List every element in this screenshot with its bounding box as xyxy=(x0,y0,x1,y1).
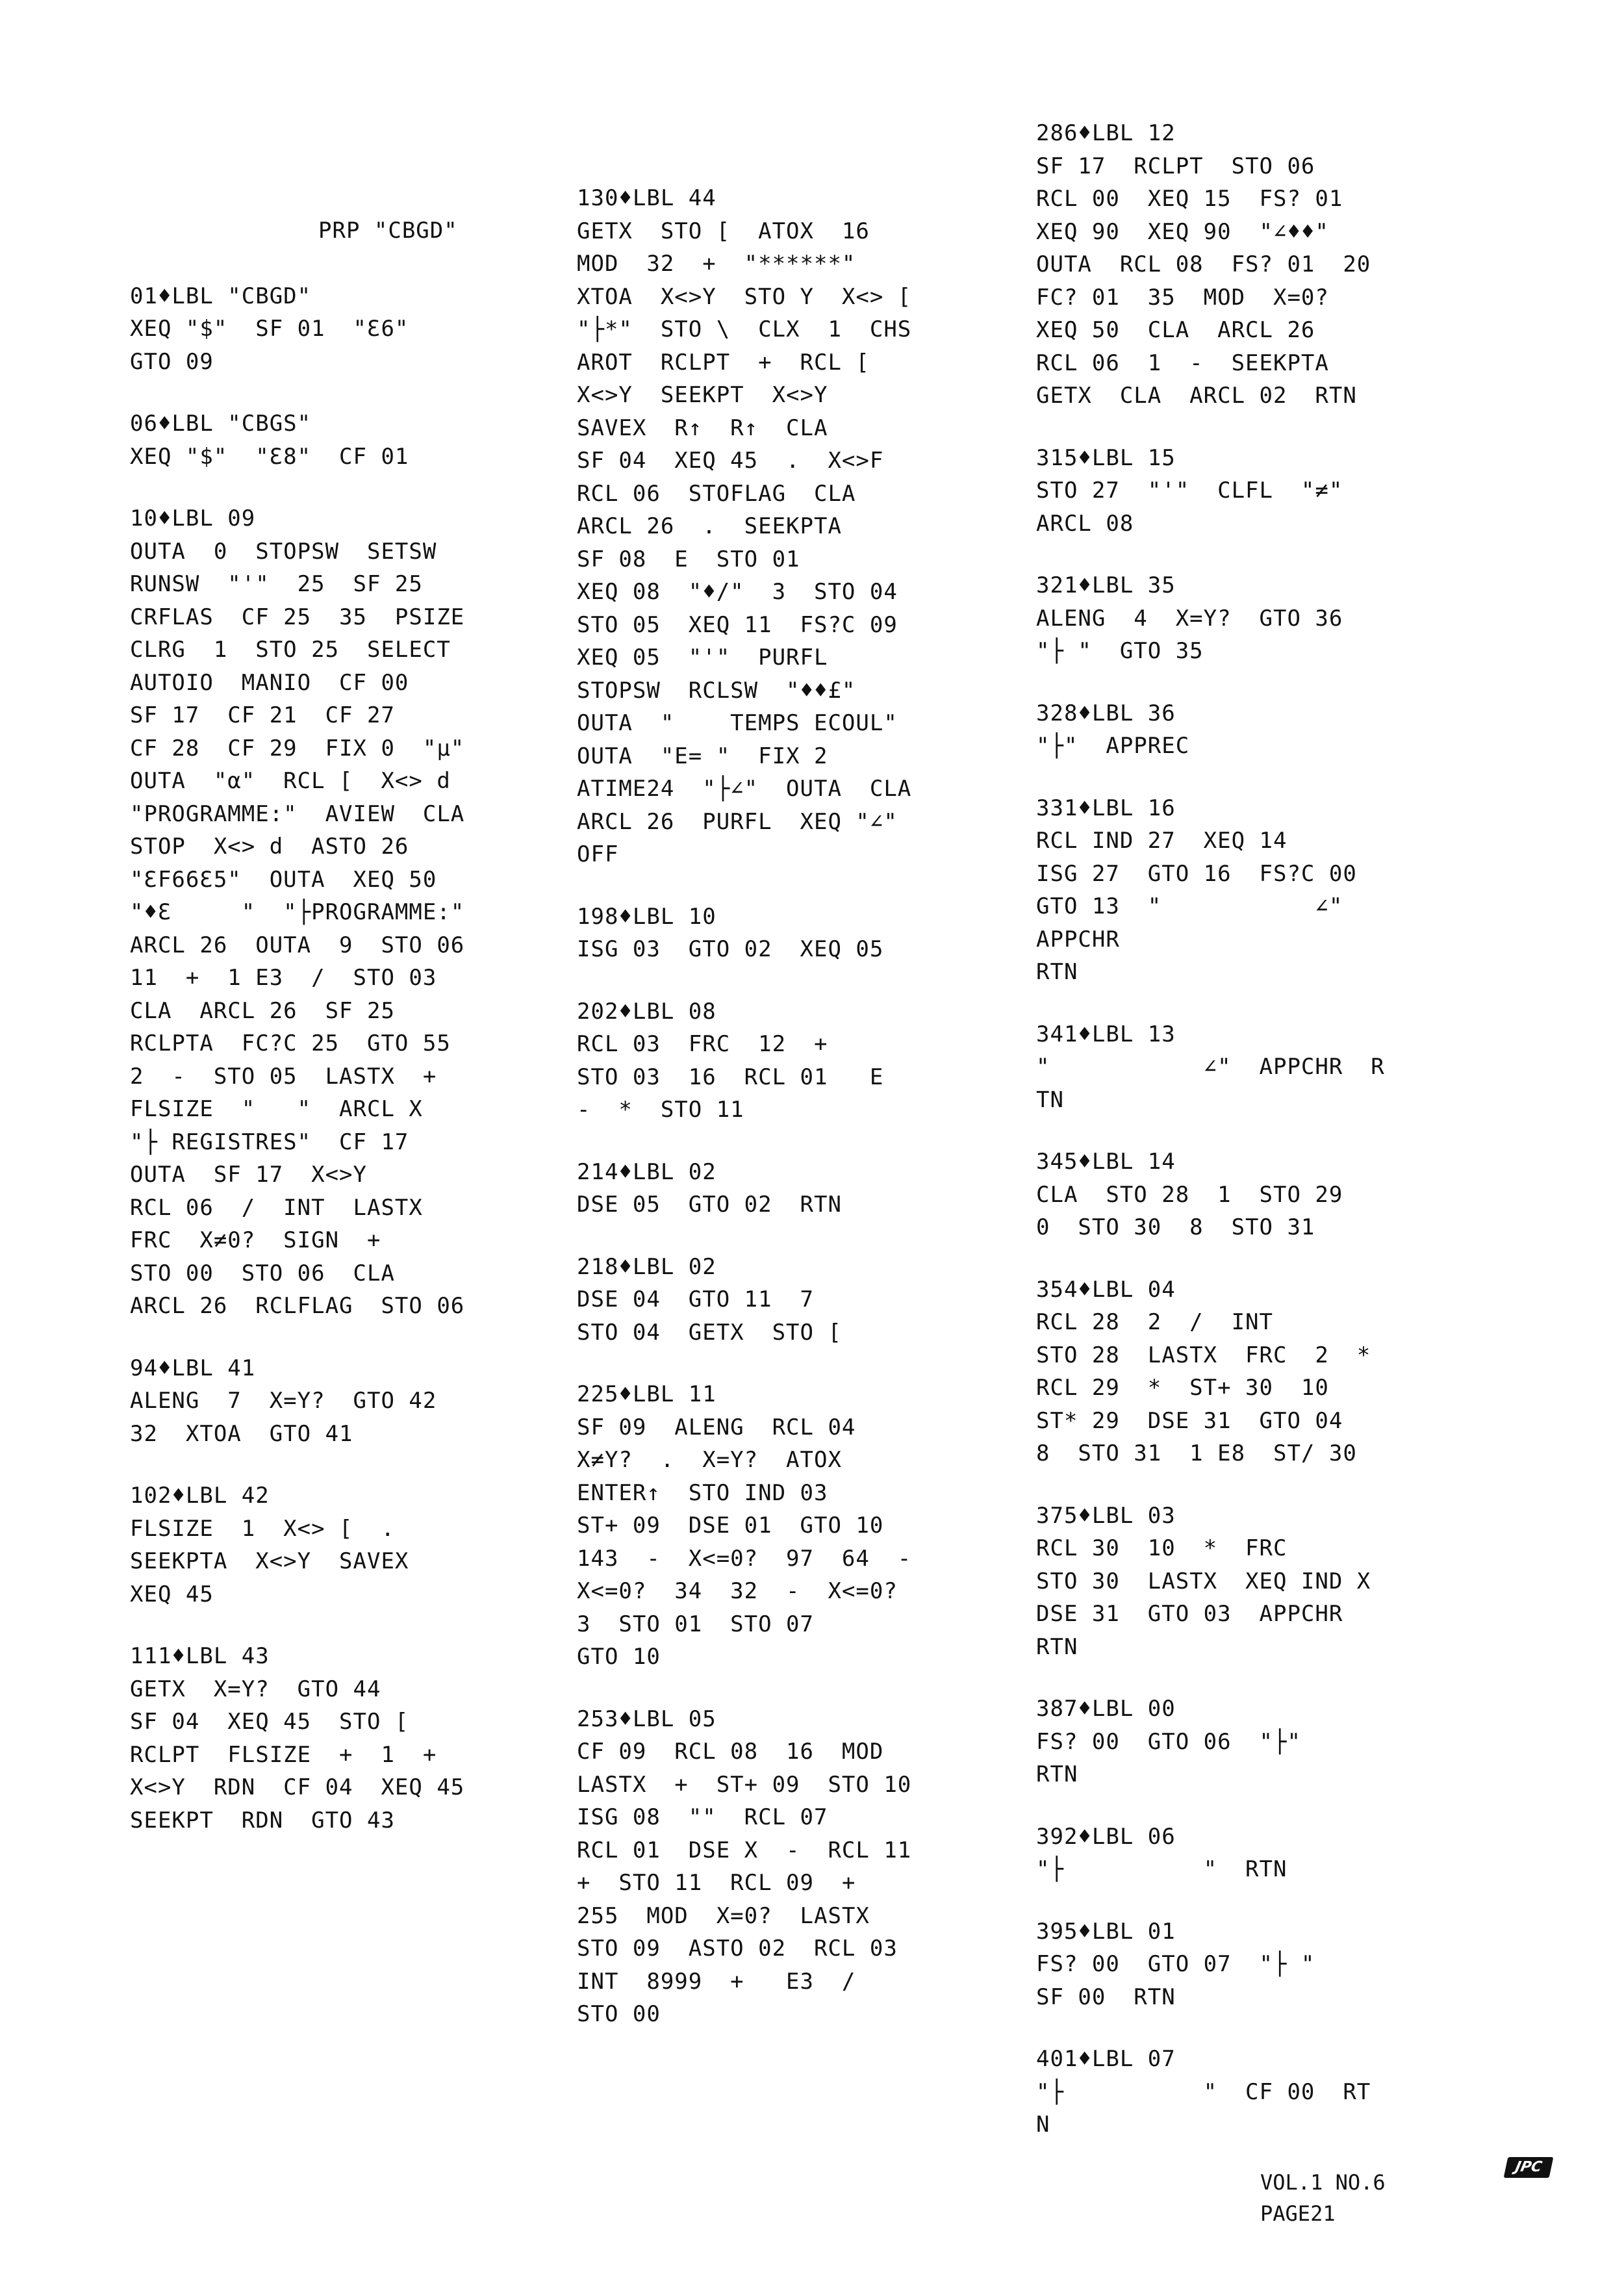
volume-label: VOL.1 NO.6 xyxy=(1260,2170,1386,2195)
code-line: GETX CLA ARCL 02 RTN xyxy=(1036,383,1357,409)
code-block xyxy=(130,1479,494,1611)
label-line: 218♦LBL 02 xyxy=(577,1253,717,1280)
code-line: XEQ 45 xyxy=(130,1581,214,1607)
label-line: 395♦LBL 01 xyxy=(1036,1918,1176,1945)
code-line: 3 STO 01 STO 07 xyxy=(577,1611,814,1637)
code-block xyxy=(1036,1820,1426,1886)
code-line: X≠Y? . X=Y? ATOX xyxy=(577,1447,842,1473)
code-line: ST* 29 DSE 31 GTO 04 xyxy=(1036,1407,1343,1434)
code-line: STO 04 GETX STO [ xyxy=(577,1319,842,1346)
page-number: PAGE21 xyxy=(1260,2201,1336,2226)
code-line: ISG 08 "" RCL 07 xyxy=(577,1804,828,1830)
code-line: RCL 00 XEQ 15 FS? 01 xyxy=(1036,186,1343,212)
code-line: STO 03 16 RCL 01 E xyxy=(577,1064,884,1090)
code-line: 2 - STO 05 LASTX + xyxy=(130,1063,437,1090)
code-line: N xyxy=(1036,2112,1050,2138)
code-block xyxy=(130,407,494,473)
label-line: 225♦LBL 11 xyxy=(577,1381,717,1407)
label-line: 315♦LBL 15 xyxy=(1036,444,1176,471)
code-line: "├ REGISTRES" CF 17 xyxy=(130,1129,409,1155)
code-line: SF 04 XEQ 45 STO [ xyxy=(130,1709,409,1735)
code-line: INT 8999 + E3 / xyxy=(577,1968,856,1995)
code-line: CRFLAS CF 25 35 PSIZE xyxy=(130,604,465,630)
code-line: ARCL 26 OUTA 9 STO 06 xyxy=(130,932,465,958)
code-line: TN xyxy=(1036,1086,1064,1113)
code-line: "PROGRAMME:" AVIEW CLA xyxy=(130,800,465,827)
code-line: RCL 06 STOFLAG CLA xyxy=(577,480,856,507)
code-line: RCL 29 * ST+ 30 10 xyxy=(1036,1375,1329,1401)
label-line: 392♦LBL 06 xyxy=(1036,1823,1176,1850)
label-line: 202♦LBL 08 xyxy=(577,998,717,1025)
label-line: 328♦LBL 36 xyxy=(1036,700,1176,726)
code-line: 11 + 1 E3 / STO 03 xyxy=(130,965,437,991)
code-block xyxy=(1036,1273,1426,1470)
code-line: "♦Ɛ " "├PROGRAMME:" xyxy=(130,899,465,925)
code-line: X<>Y SEEKPT X<>Y xyxy=(577,382,828,408)
code-line: GTO 09 xyxy=(130,348,214,375)
code-line: APPCHR xyxy=(1036,926,1120,952)
code-line: SF 17 RCLPT STO 06 xyxy=(1036,153,1315,179)
code-line: XEQ 08 "♦/" 3 STO 04 xyxy=(577,579,898,605)
code-line: DSE 04 GTO 11 7 xyxy=(577,1286,814,1312)
code-line: ISG 03 GTO 02 XEQ 05 xyxy=(577,936,884,962)
label-line: 341♦LBL 13 xyxy=(1036,1021,1176,1047)
code-line: LASTX + ST+ 09 STO 10 xyxy=(577,1771,912,1798)
code-line: STO 28 LASTX FRC 2 * xyxy=(1036,1342,1371,1368)
column-3-blocks xyxy=(1036,117,1426,2141)
label-line: 387♦LBL 00 xyxy=(1036,1696,1176,1722)
code-line: OUTA "E= " FIX 2 xyxy=(577,743,828,769)
code-line: SF 17 CF 21 CF 27 xyxy=(130,702,395,728)
code-line: XEQ 05 "'" PURFL xyxy=(577,645,828,671)
label-line: 130♦LBL 44 xyxy=(577,185,717,211)
code-line: RCL 30 10 * FRC xyxy=(1036,1535,1288,1561)
column-1-blocks xyxy=(130,280,494,1837)
code-line: ENTER↑ STO IND 03 xyxy=(577,1479,828,1506)
code-line: SF 04 XEQ 45 . X<>F xyxy=(577,448,884,474)
code-line: ALENG 7 X=Y? GTO 42 xyxy=(130,1388,437,1414)
code-line: STO 09 ASTO 02 RCL 03 xyxy=(577,1935,898,1961)
jpc-logo: JPC xyxy=(1504,2157,1554,2178)
code-line: X<>Y RDN CF 04 XEQ 45 xyxy=(130,1774,465,1800)
code-block xyxy=(1036,792,1426,989)
code-line: CF 09 RCL 08 16 MOD xyxy=(577,1739,884,1765)
code-line: ARCL 08 xyxy=(1036,510,1134,537)
code-line: OFF xyxy=(577,841,619,867)
code-line: ATIME24 "├∠" OUTA CLA xyxy=(577,776,912,802)
code-block xyxy=(1036,442,1426,541)
label-line: 253♦LBL 05 xyxy=(577,1706,717,1732)
code-line: STO 30 LASTX XEQ IND X xyxy=(1036,1568,1371,1594)
label-line: 01♦LBL "CBGD" xyxy=(130,283,312,309)
code-line: SF 00 RTN xyxy=(1036,1984,1176,2010)
code-line: FS? 00 GTO 07 "├ " xyxy=(1036,1951,1315,1977)
code-line: RCL IND 27 XEQ 14 xyxy=(1036,828,1288,854)
code-line: "├*" STO \ CLX 1 CHS xyxy=(577,316,912,342)
code-line: STOPSW RCLSW "♦♦£" xyxy=(577,677,856,704)
code-block xyxy=(130,1640,494,1837)
code-line: MOD 32 + "******" xyxy=(577,251,856,277)
code-line: CF 28 CF 29 FIX 0 "µ" xyxy=(130,735,465,761)
code-block xyxy=(577,1703,941,2031)
label-line: 354♦LBL 04 xyxy=(1036,1276,1176,1303)
code-block xyxy=(577,1378,941,1674)
code-line: AROT RCLPT + RCL [ xyxy=(577,349,870,376)
code-line: GTO 10 xyxy=(577,1644,661,1670)
code-block xyxy=(1036,1018,1426,1117)
column-3 xyxy=(1036,117,1426,2171)
code-line: - * STO 11 xyxy=(577,1097,744,1123)
code-block xyxy=(577,182,941,871)
code-block xyxy=(577,901,941,966)
code-line: 143 - X<=0? 97 64 - xyxy=(577,1545,912,1572)
code-line: FS? 00 GTO 06 "├" xyxy=(1036,1728,1301,1755)
code-line: RTN xyxy=(1036,1761,1078,1787)
program-title: PRP "CBGD" xyxy=(318,218,458,244)
code-line: RTN xyxy=(1036,1633,1078,1660)
code-block xyxy=(1036,1500,1426,1664)
code-line: FLSIZE " " ARCL X xyxy=(130,1096,423,1122)
code-line: "├" APPREC xyxy=(1036,733,1190,759)
code-line: OUTA "α" RCL [ X<> d xyxy=(130,768,451,794)
code-block xyxy=(1036,2043,1426,2141)
label-line: 10♦LBL 09 xyxy=(130,505,256,531)
code-line: STOP X<> d ASTO 26 xyxy=(130,834,409,860)
code-line: RCL 28 2 / INT xyxy=(1036,1309,1273,1335)
code-line: CLA STO 28 1 STO 29 xyxy=(1036,1181,1343,1208)
code-line: RTN xyxy=(1036,959,1078,985)
code-line: ISG 27 GTO 16 FS?C 00 xyxy=(1036,860,1357,887)
code-line: STO 00 xyxy=(577,2001,661,2027)
column-2-blocks xyxy=(577,182,941,2031)
top-spacer xyxy=(130,117,494,214)
code-block xyxy=(577,1251,941,1349)
code-line: "├ " RTN xyxy=(1036,1856,1288,1882)
code-line: X<=0? 34 32 - X<=0? xyxy=(577,1578,898,1604)
code-block xyxy=(1036,697,1426,763)
code-block xyxy=(130,280,494,379)
code-line: STO 27 "'" CLFL "≠" xyxy=(1036,478,1343,504)
code-line: AUTOIO MANIO CF 00 xyxy=(130,669,409,696)
code-line: DSE 31 GTO 03 APPCHR xyxy=(1036,1601,1343,1627)
code-line: XTOA X<>Y STO Y X<> [ xyxy=(577,283,912,310)
code-line: ARCL 26 RCLFLAG STO 06 xyxy=(130,1293,465,1319)
code-line: ALENG 4 X=Y? GTO 36 xyxy=(1036,605,1343,632)
code-line: RCL 06 1 - SEEKPTA xyxy=(1036,350,1329,376)
label-line: 214♦LBL 02 xyxy=(577,1158,717,1185)
label-line: 331♦LBL 16 xyxy=(1036,795,1176,821)
code-line: GETX STO [ ATOX 16 xyxy=(577,218,870,244)
label-line: 94♦LBL 41 xyxy=(130,1355,256,1381)
code-block xyxy=(130,502,494,1323)
label-line: 321♦LBL 35 xyxy=(1036,572,1176,598)
code-line: CLA ARCL 26 SF 25 xyxy=(130,997,395,1024)
code-line: "├ " GTO 35 xyxy=(1036,638,1204,664)
label-line: 111♦LBL 43 xyxy=(130,1643,270,1669)
code-line: RCL 03 FRC 12 + xyxy=(577,1031,828,1057)
label-line: 198♦LBL 10 xyxy=(577,903,717,930)
code-line: XEQ 50 CLA ARCL 26 xyxy=(1036,317,1315,343)
code-line: STO 05 XEQ 11 FS?C 09 xyxy=(577,611,898,638)
label-line: 102♦LBL 42 xyxy=(130,1483,270,1509)
column-2 xyxy=(577,182,941,2060)
code-line: + STO 11 RCL 09 + xyxy=(577,1870,856,1896)
code-block xyxy=(1036,1145,1426,1244)
code-line: OUTA 0 STOPSW SETSW xyxy=(130,538,437,565)
code-block xyxy=(1036,117,1426,413)
code-line: RCLPTA FC?C 25 GTO 55 xyxy=(130,1030,451,1056)
label-line: 345♦LBL 14 xyxy=(1036,1149,1176,1175)
code-line: 8 STO 31 1 E8 ST/ 30 xyxy=(1036,1440,1357,1466)
code-block xyxy=(577,1156,941,1221)
code-line: RCL 01 DSE X - RCL 11 xyxy=(577,1837,912,1863)
code-line: "├ " CF 00 RT xyxy=(1036,2078,1371,2105)
code-block xyxy=(1036,569,1426,668)
code-line: ARCL 26 PURFL XEQ "∠" xyxy=(577,808,898,835)
label-line: 375♦LBL 03 xyxy=(1036,1502,1176,1529)
code-line: XEQ 90 XEQ 90 "∠♦♦" xyxy=(1036,218,1329,245)
code-block xyxy=(1036,1915,1426,2014)
code-line: FLSIZE 1 X<> [ . xyxy=(130,1515,395,1542)
code-line: OUTA SF 17 X<>Y xyxy=(130,1162,367,1188)
code-line: ARCL 26 . SEEKPTA xyxy=(577,513,842,539)
code-line: SF 09 ALENG RCL 04 xyxy=(577,1414,856,1440)
code-line: "ƐF66Ɛ5" OUTA XEQ 50 xyxy=(130,866,437,893)
code-line: FC? 01 35 MOD X=0? xyxy=(1036,284,1329,311)
column-1 xyxy=(130,117,494,1866)
code-line: SF 08 E STO 01 xyxy=(577,546,800,572)
code-line: 32 XTOA GTO 41 xyxy=(130,1420,353,1447)
code-line: SEEKPT RDN GTO 43 xyxy=(130,1807,395,1833)
code-line: SAVEX R↑ R↑ CLA xyxy=(577,415,828,441)
label-line: 06♦LBL "CBGS" xyxy=(130,411,312,437)
code-line: OUTA " TEMPS ECOUL" xyxy=(577,710,898,736)
code-line: GETX X=Y? GTO 44 xyxy=(130,1676,381,1702)
code-line: RUNSW "'" 25 SF 25 xyxy=(130,571,423,597)
code-line: FRC X≠0? SIGN + xyxy=(130,1227,381,1253)
code-line: GTO 13 " ∠" xyxy=(1036,893,1343,919)
code-line: 255 MOD X=0? LASTX xyxy=(577,1902,870,1929)
code-block xyxy=(1036,1693,1426,1791)
label-line: 286♦LBL 12 xyxy=(1036,120,1176,146)
code-line: XEQ "$" "Ɛ8" CF 01 xyxy=(130,443,409,470)
code-line: DSE 05 GTO 02 RTN xyxy=(577,1192,842,1218)
code-line: CLRG 1 STO 25 SELECT xyxy=(130,637,451,663)
code-line: OUTA RCL 08 FS? 01 20 xyxy=(1036,251,1371,277)
label-line: 401♦LBL 07 xyxy=(1036,2046,1176,2072)
code-line: XEQ "$" SF 01 "Ɛ6" xyxy=(130,316,409,342)
code-line: RCLPT FLSIZE + 1 + xyxy=(130,1741,437,1768)
code-block xyxy=(577,995,941,1127)
page-reference xyxy=(1260,2167,1386,2229)
code-block xyxy=(130,1352,494,1451)
code-line: ST+ 09 DSE 01 GTO 10 xyxy=(577,1513,884,1539)
code-line: STO 00 STO 06 CLA xyxy=(130,1260,395,1286)
code-line: " ∠" APPCHR R xyxy=(1036,1054,1385,1080)
code-line: SEEKPTA X<>Y SAVEX xyxy=(130,1548,409,1574)
code-line: RCL 06 / INT LASTX xyxy=(130,1194,423,1221)
code-line: 0 STO 30 8 STO 31 xyxy=(1036,1214,1315,1240)
